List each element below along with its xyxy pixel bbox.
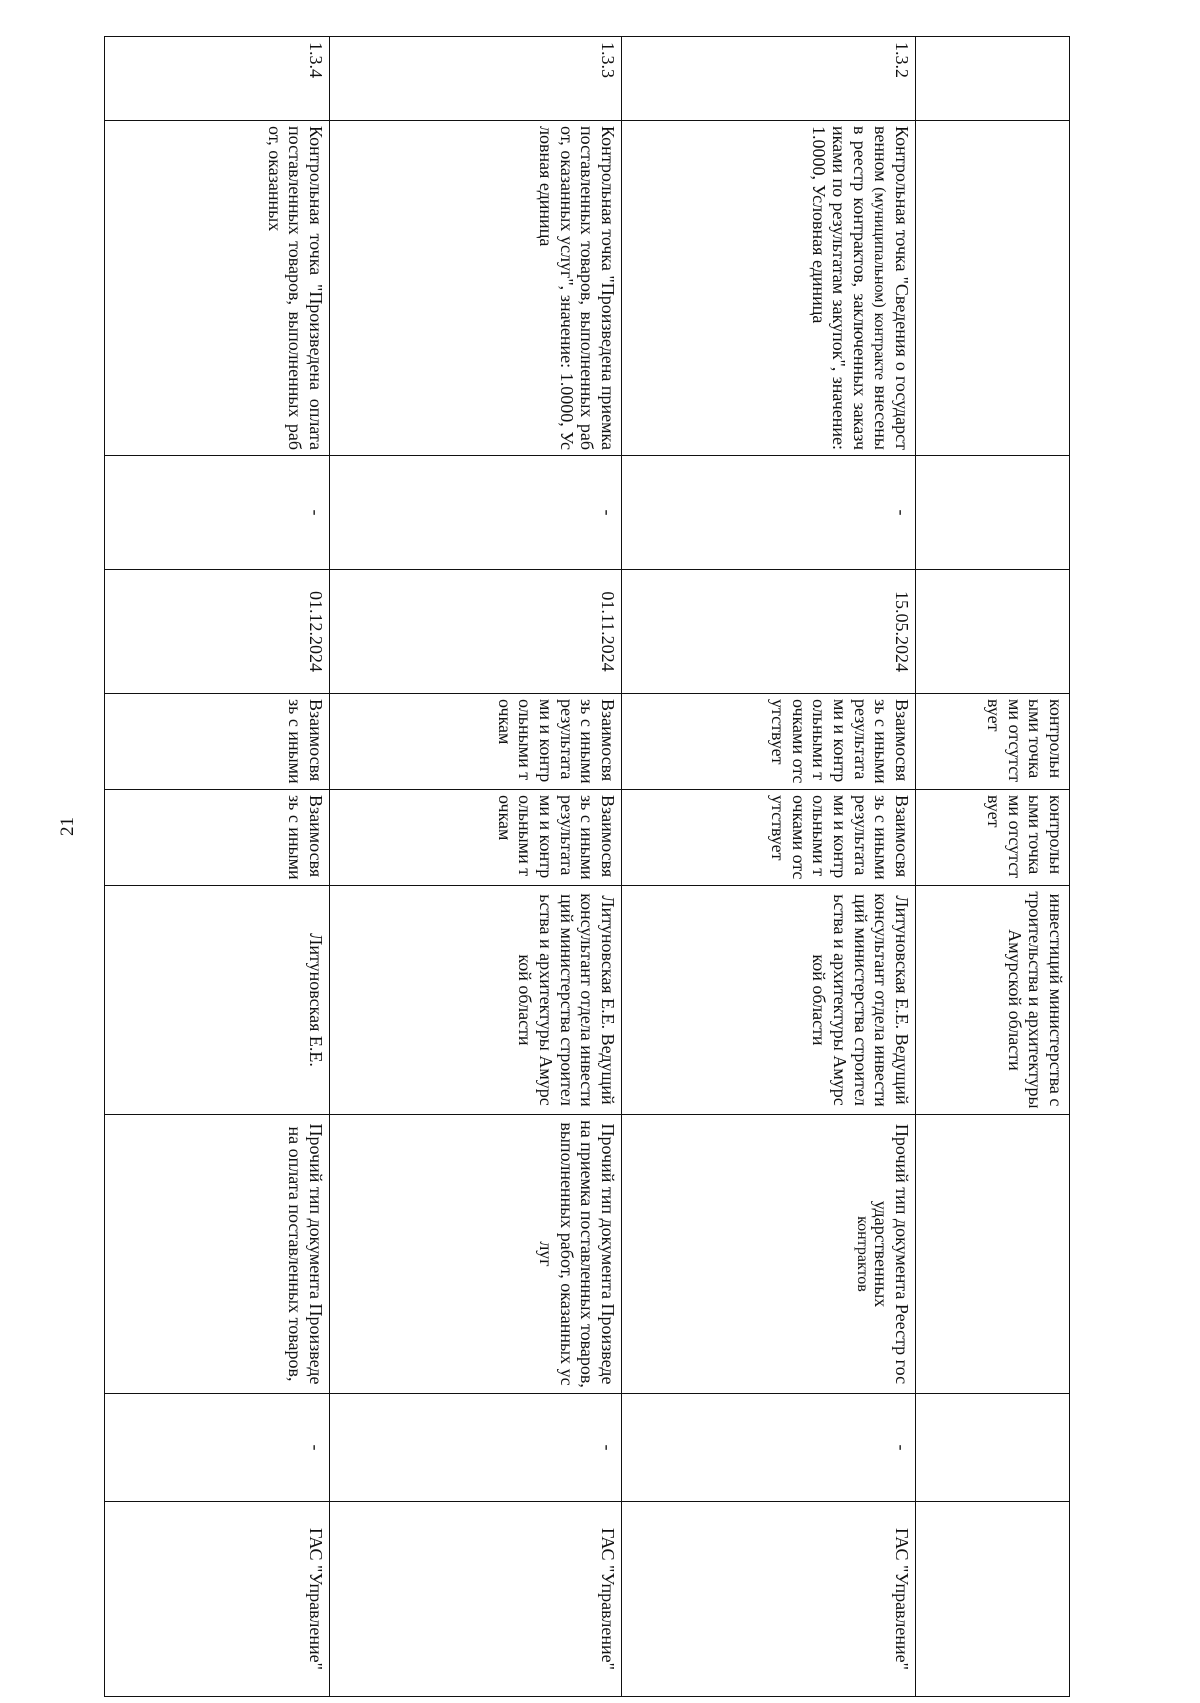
cell-extra: - xyxy=(105,1394,330,1502)
cell-end xyxy=(916,570,1070,694)
cell-relation-a: Взаимосвязь с иными результатами и контрольными точкам xyxy=(330,694,622,790)
cell-end: 15.05.2024 xyxy=(622,570,916,694)
table-row-continuation xyxy=(916,37,1070,1697)
cell-name xyxy=(622,121,916,456)
document-small: контрактов xyxy=(853,1216,871,1292)
table-row xyxy=(622,37,916,1697)
cell-extra xyxy=(916,1394,1070,1502)
cell-responsible: Литуновская Е.Е. Ведущий консультант отдела инвестиций министерства строительства и архитектуры Амурской области xyxy=(622,886,916,1115)
name-small: (муниципальном) контракте xyxy=(871,187,889,381)
cell-relation-a: контрольными точками отсутствует xyxy=(916,694,1070,790)
cell-document xyxy=(105,1115,330,1394)
cell-start xyxy=(916,456,1070,570)
document-sheet xyxy=(105,36,1070,1696)
table-row xyxy=(330,37,622,1697)
cell-system xyxy=(916,1502,1070,1697)
cell-relation-b: Взаимосвязь с иными xyxy=(105,790,330,886)
cell-document xyxy=(622,1115,916,1394)
cell-extra: - xyxy=(622,1394,916,1502)
table-row xyxy=(105,37,330,1697)
cell-responsible: Литуновская Е.Е. Ведущий консультант отдела инвестиций министерства строительства и архитектуры Амурской области xyxy=(330,886,622,1115)
cell-start: - xyxy=(622,456,916,570)
cell-end: 01.11.2024 xyxy=(330,570,622,694)
cell-number xyxy=(916,37,1070,121)
cell-relation-a: Взаимосвязь с иными xyxy=(105,694,330,790)
cell-relation-a: Взаимосвязь с иными результатами и контрольными точками отсутствует xyxy=(622,694,916,790)
document-main: Прочий тип документа Произведена приемка поставленных товаров, выполненных работ, оказанных услуг xyxy=(535,1120,618,1388)
cell-start: - xyxy=(330,456,622,570)
cell-start: - xyxy=(105,456,330,570)
cell-extra: - xyxy=(330,1394,622,1502)
page-number: 21 xyxy=(57,817,78,836)
name-main: Контрольная точка "Сведения о государственном xyxy=(871,126,912,450)
cell-end: 01.12.2024 xyxy=(105,570,330,694)
cell-name xyxy=(916,121,1070,456)
cell-responsible: Литуновская Е.Е. xyxy=(105,886,330,1115)
cell-system: ГАС "Управление" xyxy=(330,1502,622,1697)
document-main: Прочий тип документа Произведена оплата поставленных товаров, xyxy=(285,1123,326,1385)
document-main: Прочий тип документа Реестр государственных xyxy=(871,1123,912,1385)
cell-number: 1.3.4 xyxy=(105,37,330,121)
cell-system: ГАС "Управление" xyxy=(622,1502,916,1697)
cell-number: 1.3.2 xyxy=(622,37,916,121)
cell-name xyxy=(105,121,330,456)
cell-relation-b: контрольными точками отсутствует xyxy=(916,790,1070,886)
cell-name xyxy=(330,121,622,456)
cell-document xyxy=(330,1115,622,1394)
cell-document xyxy=(916,1115,1070,1394)
cell-system: ГАС "Управление" xyxy=(105,1502,330,1697)
cell-relation-b: Взаимосвязь с иными результатами и контрольными точками отсутствует xyxy=(622,790,916,886)
name-main: Контрольная точка "Произведена приемка поставленных товаров, выполненных работ, оказанных услуг", значение: 1.0000, Условная единица xyxy=(535,126,618,450)
control-points-table xyxy=(104,36,1070,1697)
cell-relation-b: Взаимосвязь с иными результатами и контрольными точкам xyxy=(330,790,622,886)
name-rest: внесены в реестр контрактов, заключенных заказчиками по результатам закупок", значение: 1.0000, Условная единица xyxy=(808,126,892,451)
cell-number: 1.3.3 xyxy=(330,37,622,121)
cell-responsible: инвестиций министерства строительства и архитектуры Амурской области xyxy=(916,886,1070,1115)
name-main: Контрольная точка "Произведена оплата поставленных товаров, выполненных работ, оказанных xyxy=(264,126,326,450)
